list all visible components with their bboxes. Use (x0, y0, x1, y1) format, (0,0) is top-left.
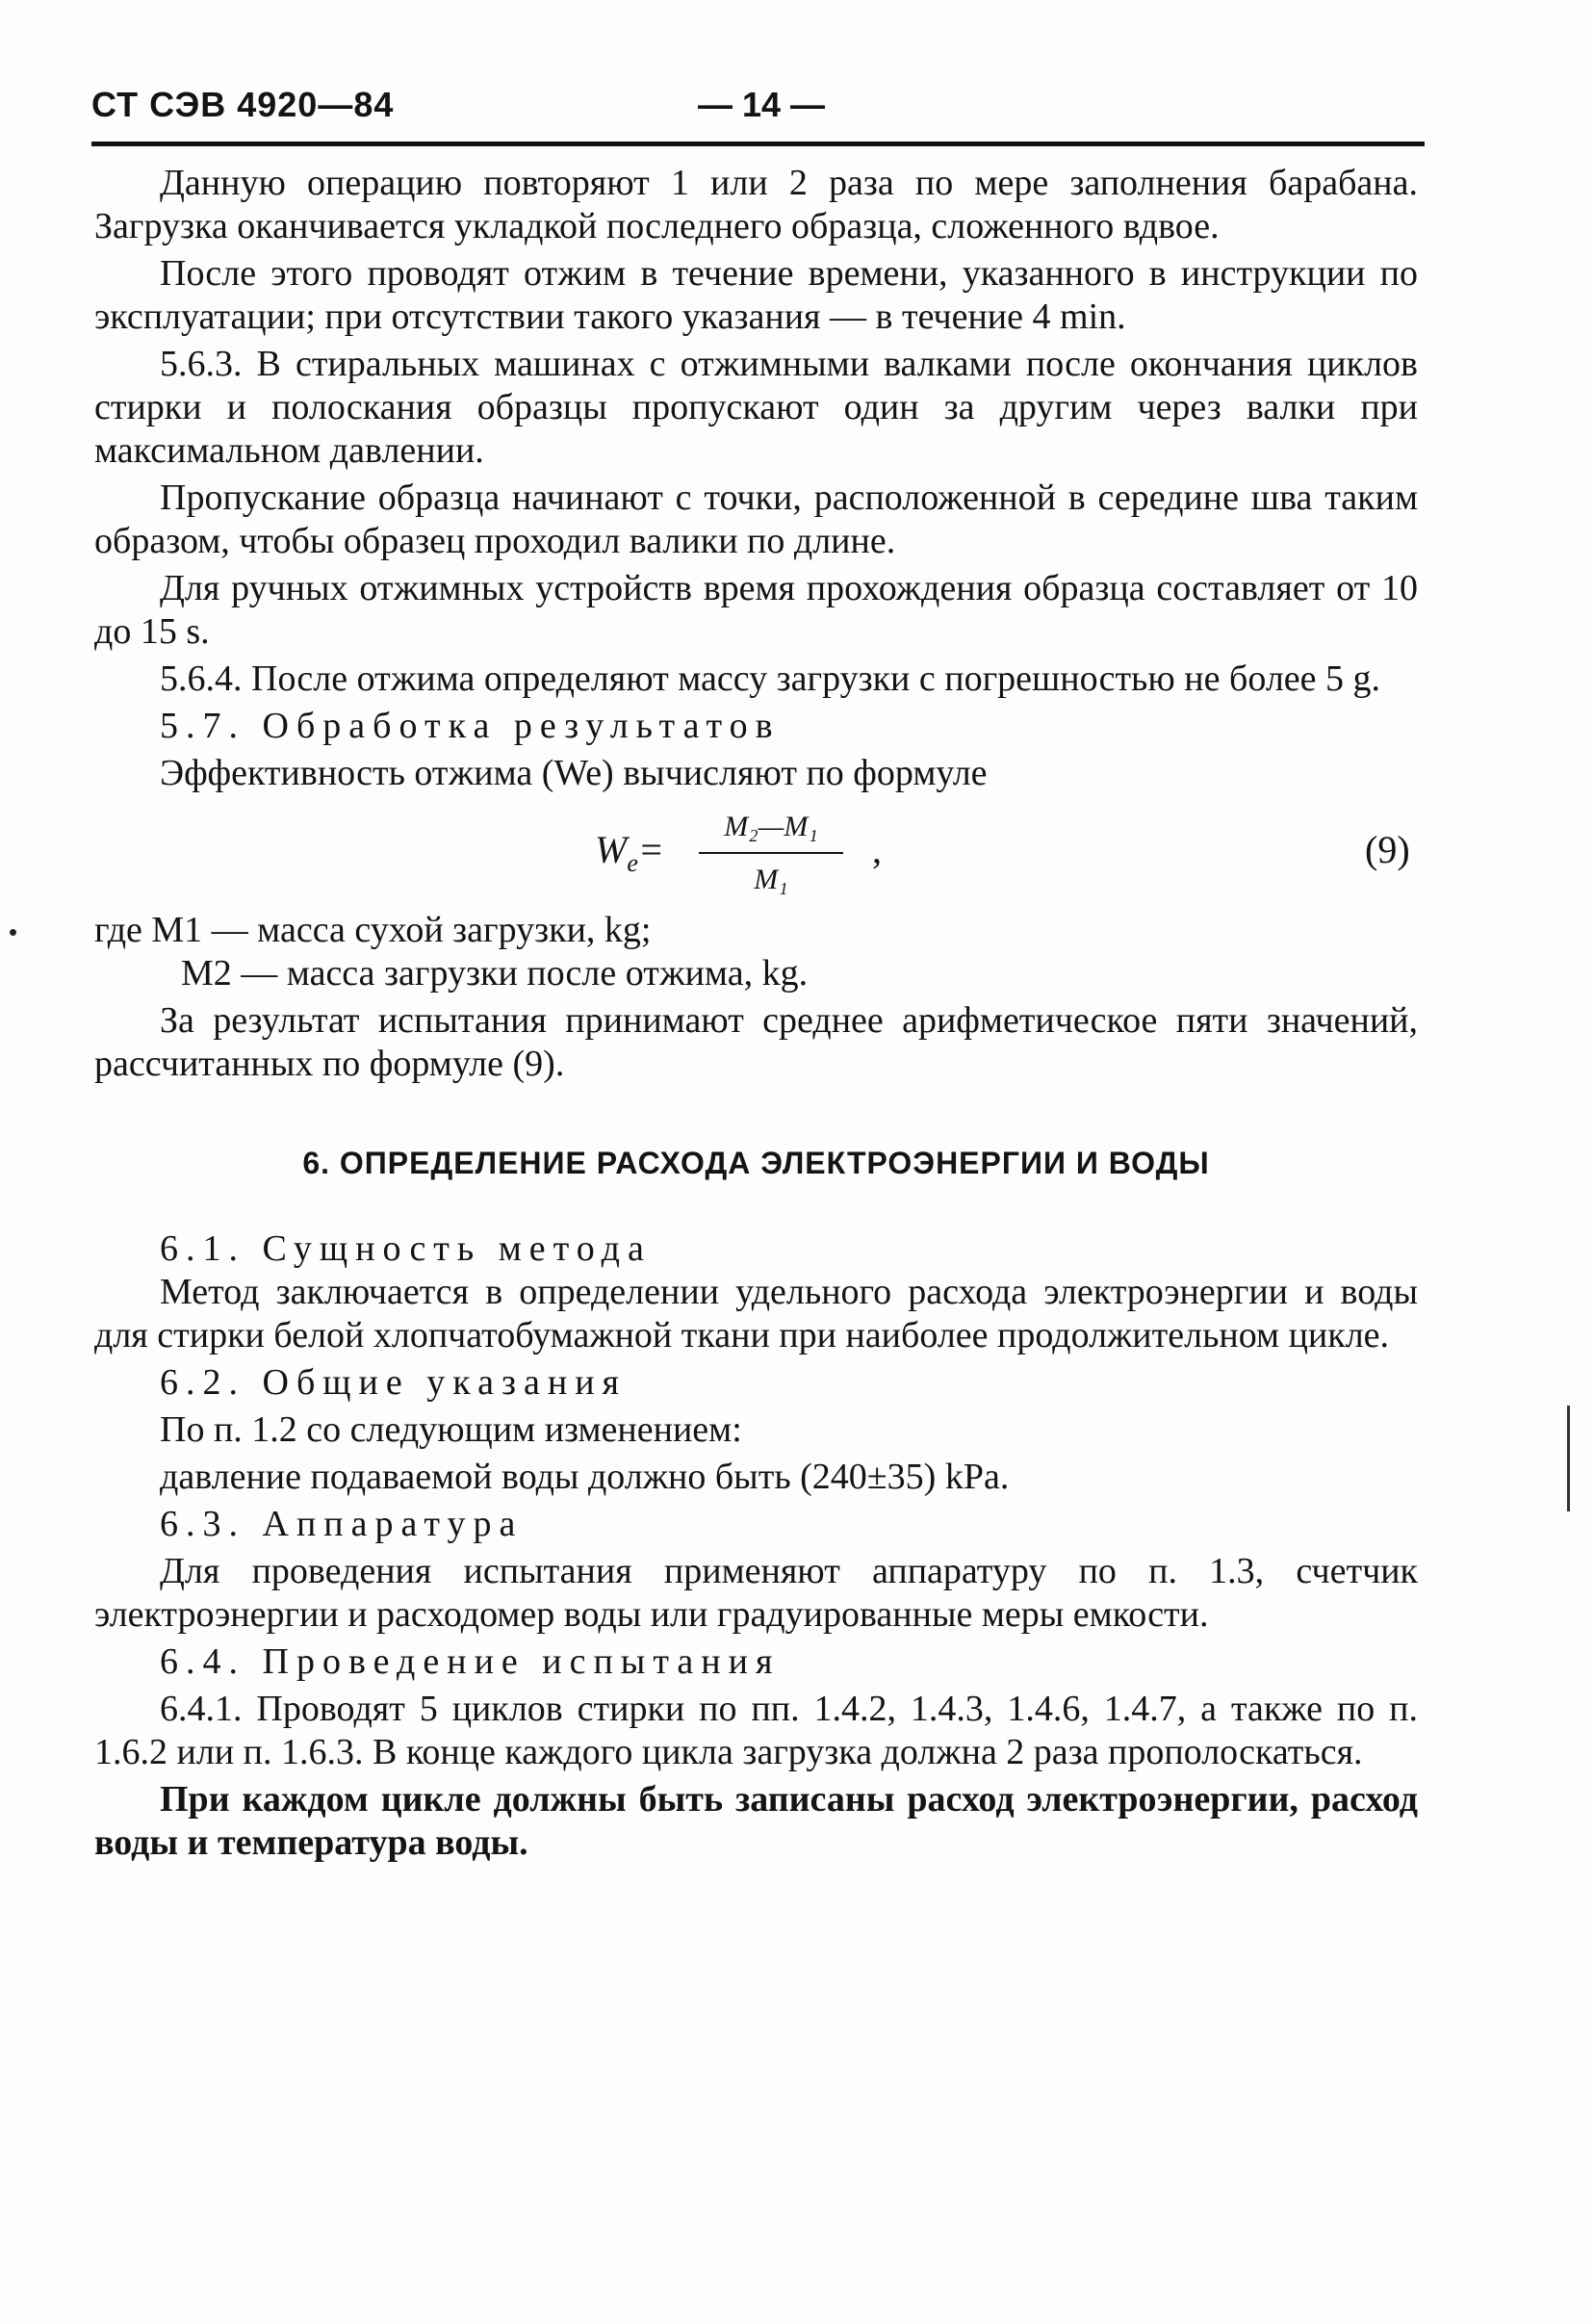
document-code: СТ СЭВ 4920—84 (91, 85, 395, 124)
definition-m1: где M1 — масса сухой загрузки, kg; (94, 910, 652, 950)
subsection-heading-6-2: 6.2. Общие указания (160, 1362, 628, 1403)
formula-9 (94, 801, 1418, 905)
page-body (94, 162, 1418, 1865)
paragraph: После этого проводят отжим в течение времени, указанного в инструкции по эксплуатации; при отсутствии такого указания — в течение 4 min. (94, 253, 1418, 337)
paragraph-5-6-4: 5.6.4. После отжима определяют массу загрузки с погрешностью не более 5 g. (160, 658, 1381, 699)
formula-numerator: M₂—M₁ (699, 805, 843, 854)
subsection-heading-5-7: 5.7. Обработка результатов (160, 706, 781, 746)
header-rule (91, 142, 1425, 146)
subsection-heading-6-3: 6.3. Аппаратура (160, 1504, 524, 1544)
paragraph: По п. 1.2 со следующим изменением: (160, 1409, 742, 1450)
formula-comma: , (872, 828, 882, 871)
section-heading-6: 6. ОПРЕДЕЛЕНИЕ РАСХОДА ЭЛЕКТРОЭНЕРГИИ И ВОДЫ (302, 1146, 1210, 1180)
paragraph: При каждом цикле должны быть записаны расход электроэнергии, расход воды и температура воды. (94, 1779, 1418, 1863)
paragraph: Пропускание образца начинают с точки, расположенной в середине шва таким образом, чтобы образец проходил валики по длине. (94, 478, 1418, 561)
subsection-heading-6-4: 6.4. Проведение испытания (160, 1641, 781, 1682)
definition-m2: M2 — масса загрузки после отжима, kg. (181, 953, 809, 994)
paragraph: Эффективность отжима (We) вычисляют по формуле (160, 753, 988, 793)
paragraph: Данную операцию повторяют 1 или 2 раза по мере заполнения барабана. Загрузка оканчивается укладкой последнего образца, сложенного вдвое. (94, 163, 1418, 246)
page-number: — 14 — (698, 85, 826, 124)
subsection-heading-6-1: 6.1. Сущность метода (160, 1228, 652, 1269)
formula-fraction (699, 805, 843, 901)
paragraph: Метод заключается в определении удельного расхода электроэнергии и воды для стирки белой хлопчатобумажной ткани при наиболее продолжительном цикле. (94, 1272, 1418, 1356)
paragraph: Для ручных отжимных устройств время прохождения образца составляет от 10 до 15 s. (94, 568, 1418, 652)
formula-denominator: M₁ (754, 864, 788, 895)
margin-dot (10, 929, 16, 936)
paragraph: давление подаваемой воды должно быть (240±35) kPa. (160, 1457, 1010, 1497)
equation-number: (9) (1365, 828, 1410, 871)
formula-lhs: $W_e=$ (595, 828, 664, 877)
paragraph-5-6-3: 5.6.3. В стиральных машинах с отжимными валками после окончания циклов стирки и полоскания образцы пропускают один за другим через валки при максимальном давлении. (94, 344, 1418, 471)
margin-mark (1567, 1406, 1570, 1511)
paragraph: За результат испытания принимают среднее арифметическое пяти значений, рассчитанных по формуле (9). (94, 1000, 1418, 1084)
paragraph: Для проведения испытания применяют аппаратуру по п. 1.3, счетчик электроэнергии и расходомер воды или градуированные меры емкости. (94, 1551, 1418, 1635)
paragraph-6-4-1: 6.4.1. Проводят 5 циклов стирки по пп. 1.4.2, 1.4.3, 1.4.6, 1.4.7, а также по п. 1.6.2 или п. 1.6.3. В конце каждого цикла загрузка должна 2 раза прополоскаться. (94, 1689, 1418, 1772)
